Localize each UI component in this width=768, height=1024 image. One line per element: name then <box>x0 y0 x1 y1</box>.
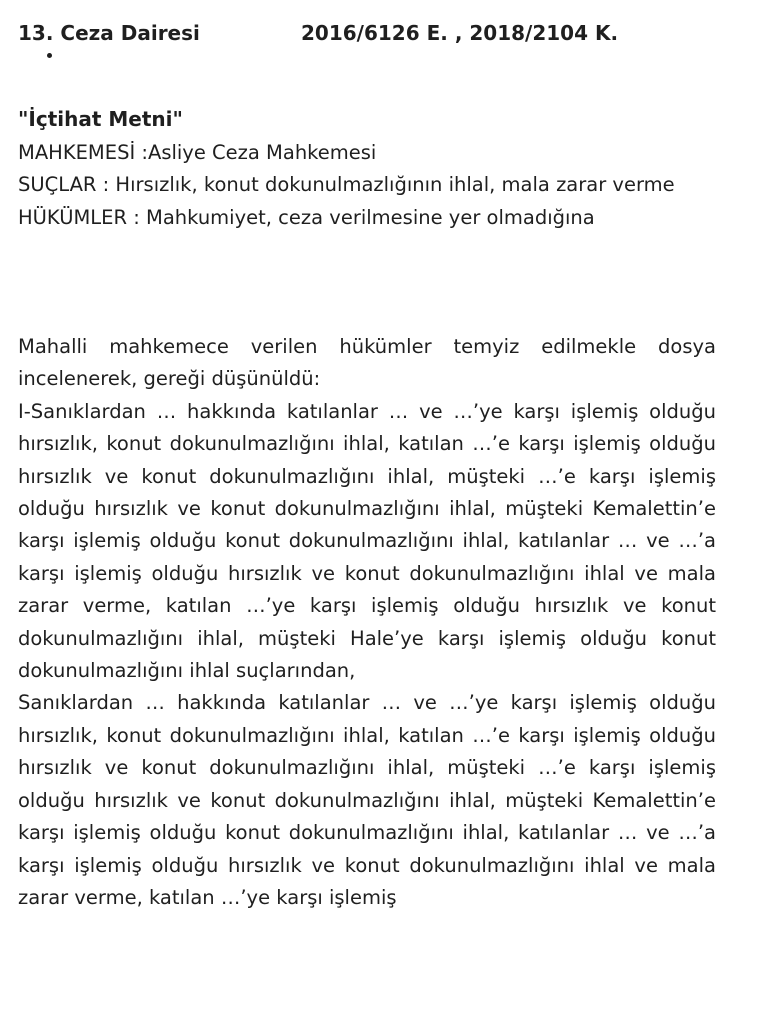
section-title: "İçtihat Metni" <box>18 107 183 131</box>
judgments-line: HÜKÜMLER : Mahkumiyet, ceza verilmesine yer olmadığına <box>18 205 595 229</box>
court-line: MAHKEMESİ :Asliye Ceza Mahkemesi <box>18 141 377 164</box>
bullet-icon <box>47 53 52 58</box>
paragraph: I-Sanıklardan … hakkında katılanlar … ve …’ye karşı işlemiş olduğu hırsızlık, konut dokunulmazlığını ihlal, katılan …’e karşı işlemiş olduğu hırsızlık ve konut dokunulmazlığını ihlal, müşteki …’e karşı işlemiş olduğu hırsızlık ve konut dokunulmazlığını ihlal, müşteki Kemalettin’e karşı işlemiş olduğu konut dokunulmazlığını ihlal, katılanlar … ve …’a karşı işlemiş olduğu hırsızlık ve konut dokunulmazlığını ihlal ve mala zarar verme, katılan …’ye karşı işlemiş olduğu hırsızlık ve konut dokunulmazlığını ihlal, müşteki Hale’ye karşı işlemiş olduğu konut dokunulmazlığını ihlal suçlarından, <box>18 399 716 683</box>
case-number: 2016/6126 E. , 2018/2104 K. <box>301 21 619 45</box>
paragraph: Mahalli mahkemece verilen hükümler temyiz edilmekle dosya incelenerek, gereği düşünüldü: <box>18 335 716 391</box>
chamber-title: 13. Ceza Dairesi <box>18 21 200 45</box>
paragraph: Sanıklardan … hakkında katılanlar … ve …’ye karşı işlemiş olduğu hırsızlık, konut dokunulmazlığını ihlal, katılan …’e karşı işlemiş olduğu hırsızlık ve konut dokunulmazlığını ihlal, müşteki …’e karşı işlemiş olduğu hırsızlık ve konut dokunulmazlığını ihlal, müşteki Kemalettin’e karşı işlemiş olduğu konut dokunulmazlığını ihlal, katılanlar … ve …’a karşı işlemiş olduğu hırsızlık ve konut dokunulmazlığını ihlal ve mala zarar verme, katılan …’ye karşı işlemiş <box>18 691 716 909</box>
decision-text <box>18 331 716 914</box>
crimes-line: SUÇLAR : Hırsızlık, konut dokunulmazlığının ihlal, mala zarar verme <box>18 173 675 197</box>
case-meta <box>18 137 716 234</box>
document-header <box>18 20 748 50</box>
